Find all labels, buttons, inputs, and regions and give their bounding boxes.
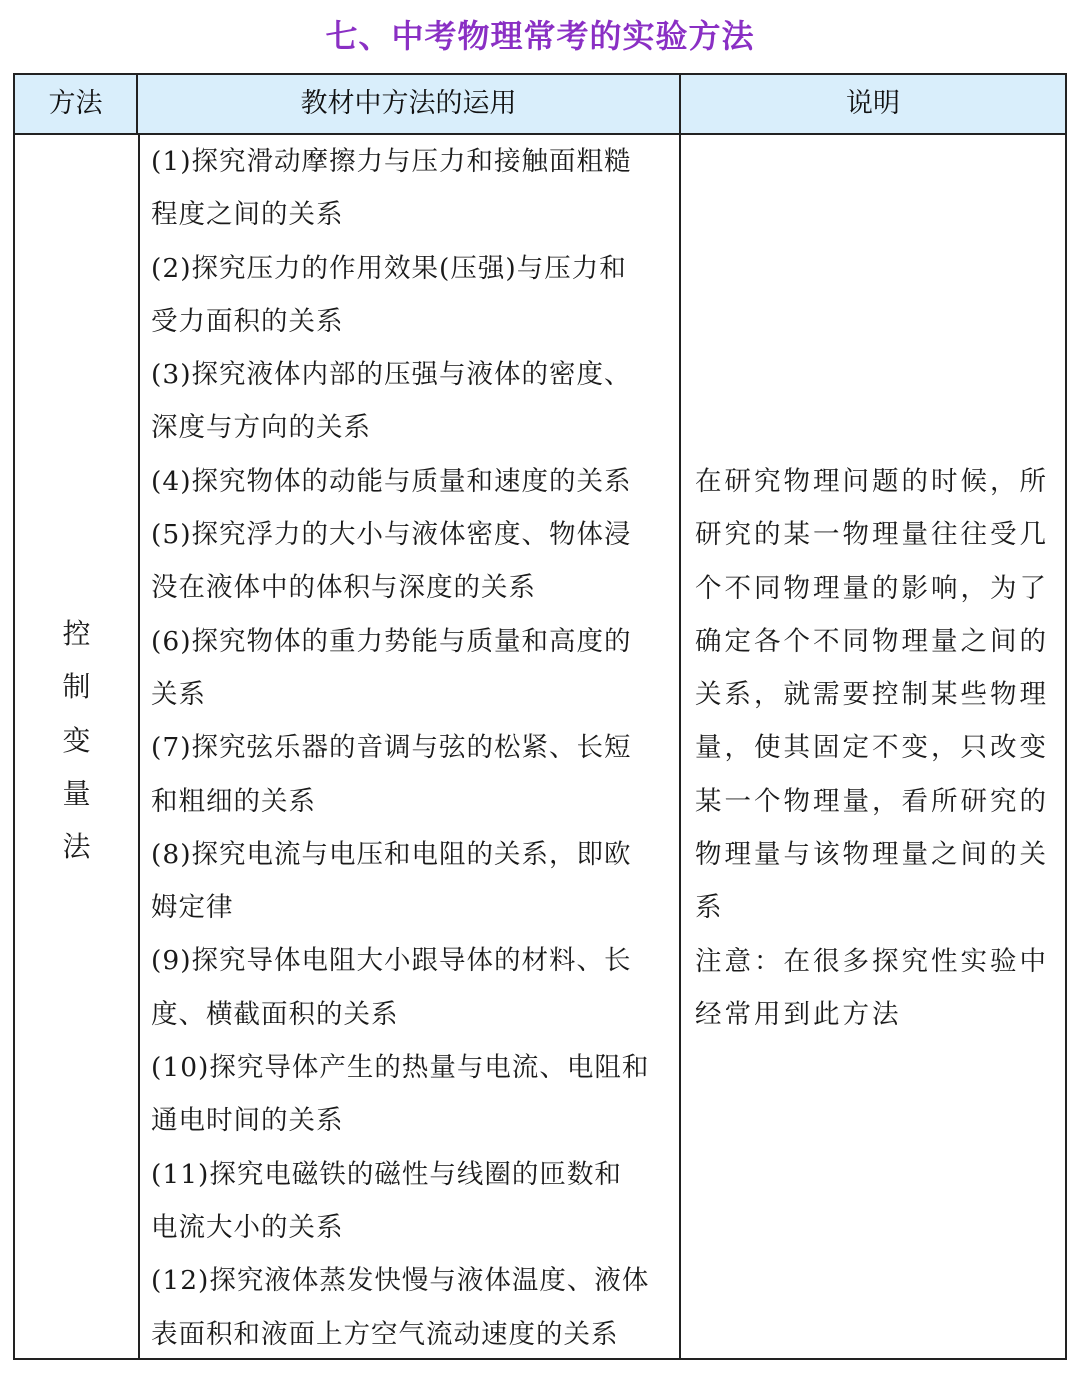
application-line: (2)探究压力的作用效果(压强)与压力和	[151, 252, 627, 284]
method-char: 量	[62, 776, 91, 810]
application-line: (12)探究液体蒸发快慢与液体温度、液体	[151, 1265, 650, 1297]
application-line: 受力面积的关系	[151, 305, 344, 337]
method-name-cell	[15, 607, 138, 873]
application-line: 没在液体中的体积与深度的关系	[151, 572, 536, 604]
application-line: 姆定律	[151, 892, 234, 924]
description-line: 某一个物理量，看所研究的	[695, 785, 1049, 817]
application-line: (9)探究导体电阻大小跟导体的材料、长	[151, 945, 632, 977]
header-method: 方法	[15, 75, 138, 135]
applications-cell	[151, 135, 679, 1361]
column-divider	[138, 135, 140, 1358]
application-line: (5)探究浮力的大小与液体密度、物体浸	[151, 519, 632, 551]
description-line: 研究的某一物理量往往受几	[695, 519, 1049, 551]
description-cell	[695, 455, 1055, 1041]
description-line: 系	[695, 892, 725, 924]
description-line: 确定各个不同物理量之间的	[695, 625, 1049, 657]
column-divider	[679, 135, 681, 1358]
application-line: (3)探究液体内部的压强与液体的密度、	[151, 359, 632, 391]
application-line: (8)探究电流与电压和电阻的关系，即欧	[151, 838, 632, 870]
description-line: 物理量与该物理量之间的关	[695, 839, 1049, 871]
application-line: (10)探究导体产生的热量与电流、电阻和	[151, 1052, 650, 1084]
application-line: 通电时间的关系	[151, 1105, 344, 1137]
description-line: 关系，就需要控制某些物理	[695, 679, 1049, 711]
method-char: 控	[62, 617, 91, 650]
application-line: (7)探究弦乐器的音调与弦的松紧、长短	[151, 732, 632, 764]
application-line: 电流大小的关系	[151, 1211, 344, 1243]
application-line: (4)探究物体的动能与质量和速度的关系	[151, 465, 632, 497]
methods-table	[13, 73, 1067, 1360]
application-line: 和粗细的关系	[151, 785, 316, 817]
description-line: 个不同物理量的影响，为了	[695, 572, 1049, 604]
application-line: 程度之间的关系	[151, 199, 344, 231]
method-char: 法	[62, 830, 91, 864]
description-line: 量，使其固定不变，只改变	[695, 732, 1049, 764]
method-char: 制	[62, 670, 91, 704]
application-line: 表面积和液面上方空气流动速度的关系	[151, 1318, 619, 1350]
header-description: 说明	[681, 75, 1065, 135]
method-char: 变	[62, 723, 91, 757]
application-line: (11)探究电磁铁的磁性与线圈的匝数和	[151, 1158, 622, 1190]
description-line: 在研究物理问题的时候，所	[695, 466, 1049, 497]
application-line: 深度与方向的关系	[151, 412, 371, 444]
description-line: 注意：在很多探究性实验中	[695, 945, 1049, 977]
page-title: 七、中考物理常考的实验方法	[325, 17, 755, 55]
header-application: 教材中方法的运用	[138, 75, 681, 135]
description-line: 经常用到此方法	[695, 998, 902, 1030]
application-line: (6)探究物体的重力势能与质量和高度的	[151, 625, 632, 657]
application-line: 关系	[151, 678, 206, 710]
application-line: (1)探究滑动摩擦力与压力和接触面粗糙	[151, 146, 632, 177]
application-line: 度、横截面积的关系	[151, 998, 399, 1030]
